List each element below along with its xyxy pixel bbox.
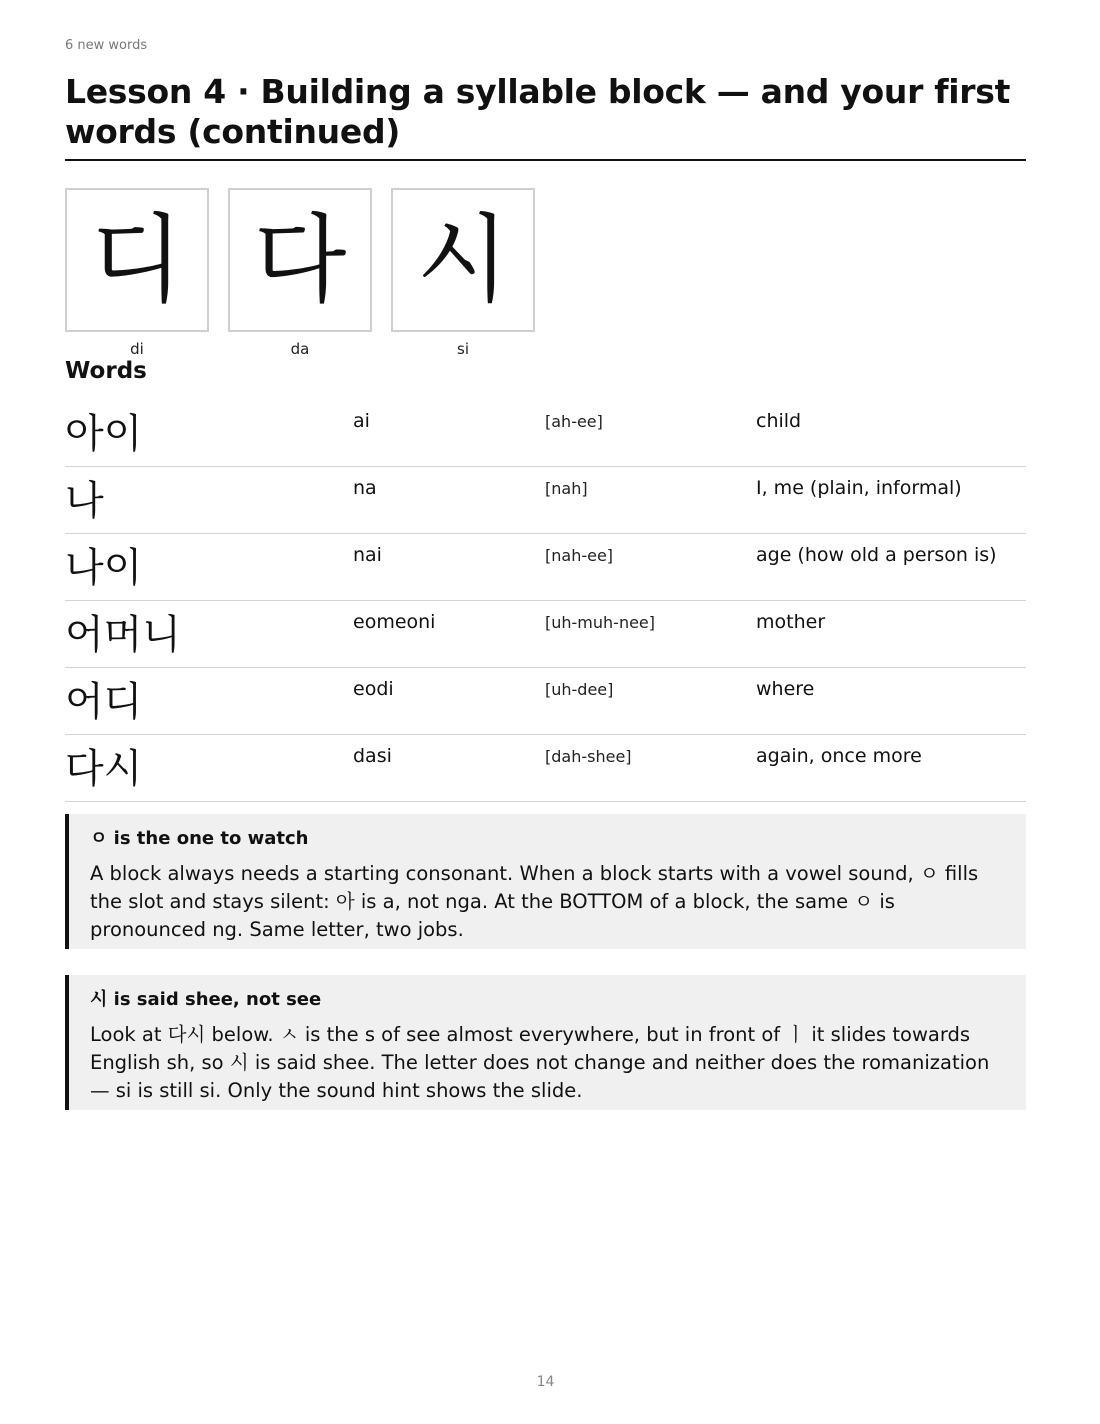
note-title: ㅇ is the one to watch: [90, 828, 309, 849]
word-meaning: mother: [756, 611, 826, 633]
note-body: A block always needs a starting consonant. When a block starts with a vowel sound, ㅇ fills the slot and stays silent: 아 is a, not nga. At the BOTTOM of a block, the same ㅇ is pronounced ng. Same letter, two jobs.: [90, 862, 979, 941]
word-hangul: 나: [65, 478, 104, 524]
word-pronunciation: [uh-dee]: [545, 680, 614, 699]
word-pronunciation: [nah-ee]: [545, 546, 614, 565]
syllable-glyph: 다: [228, 188, 372, 332]
syllable-romanization: si: [457, 340, 469, 358]
syllable-romanization: di: [130, 340, 144, 358]
syllable-glyph: 디: [65, 188, 209, 332]
word-romanization: dasi: [353, 745, 392, 767]
note-title: 시 is said shee, not see: [90, 989, 322, 1010]
word-pronunciation: [nah]: [545, 479, 588, 498]
word-meaning: where: [756, 678, 815, 700]
word-hangul: 나이: [65, 545, 143, 591]
word-romanization: na: [353, 477, 377, 499]
word-romanization: eomeoni: [353, 611, 436, 633]
word-romanization: ai: [353, 410, 370, 432]
word-hangul: 어머니: [65, 612, 181, 658]
word-hangul: 어디: [65, 679, 143, 725]
page-number: 14: [536, 1374, 555, 1390]
syllable-tile: [65, 188, 209, 358]
word-row: [65, 668, 1026, 735]
syllable-glyph: 시: [391, 188, 535, 332]
page-title: Lesson 4 · Building a syllable block — and your first words (continued): [65, 72, 1011, 151]
word-row: [65, 735, 1026, 802]
note-callout: [65, 975, 1026, 1110]
title-divider: [65, 159, 1026, 161]
new-words-count: 6 new words: [65, 38, 148, 53]
word-row: [65, 400, 1026, 467]
word-meaning: age (how old a person is): [756, 544, 997, 566]
word-row: [65, 601, 1026, 668]
word-hangul: 아이: [65, 411, 143, 457]
word-pronunciation: [dah-shee]: [545, 747, 632, 766]
syllable-tile: [228, 188, 372, 358]
word-meaning: child: [756, 410, 802, 432]
word-meaning: again, once more: [756, 745, 922, 767]
word-romanization: eodi: [353, 678, 394, 700]
word-meaning: I, me (plain, informal): [756, 477, 962, 499]
note-callout: [65, 814, 1026, 949]
word-list: [65, 400, 1026, 802]
word-romanization: nai: [353, 544, 382, 566]
words-heading: Words: [65, 358, 147, 384]
syllable-tile: [391, 188, 535, 358]
word-pronunciation: [ah-ee]: [545, 412, 603, 431]
word-row: [65, 534, 1026, 601]
word-pronunciation: [uh-muh-nee]: [545, 613, 656, 632]
syllable-romanization: da: [290, 340, 310, 358]
note-body: Look at 다시 below. ㅅ is the s of see almost everywhere, but in front of ㅣ it slides towards English sh, so 시 is said shee. The letter does not change and neither does the romanization — si is still si. Only the sound hint shows the slide.: [90, 1023, 990, 1102]
word-hangul: 다시: [65, 746, 143, 792]
word-row: [65, 467, 1026, 534]
